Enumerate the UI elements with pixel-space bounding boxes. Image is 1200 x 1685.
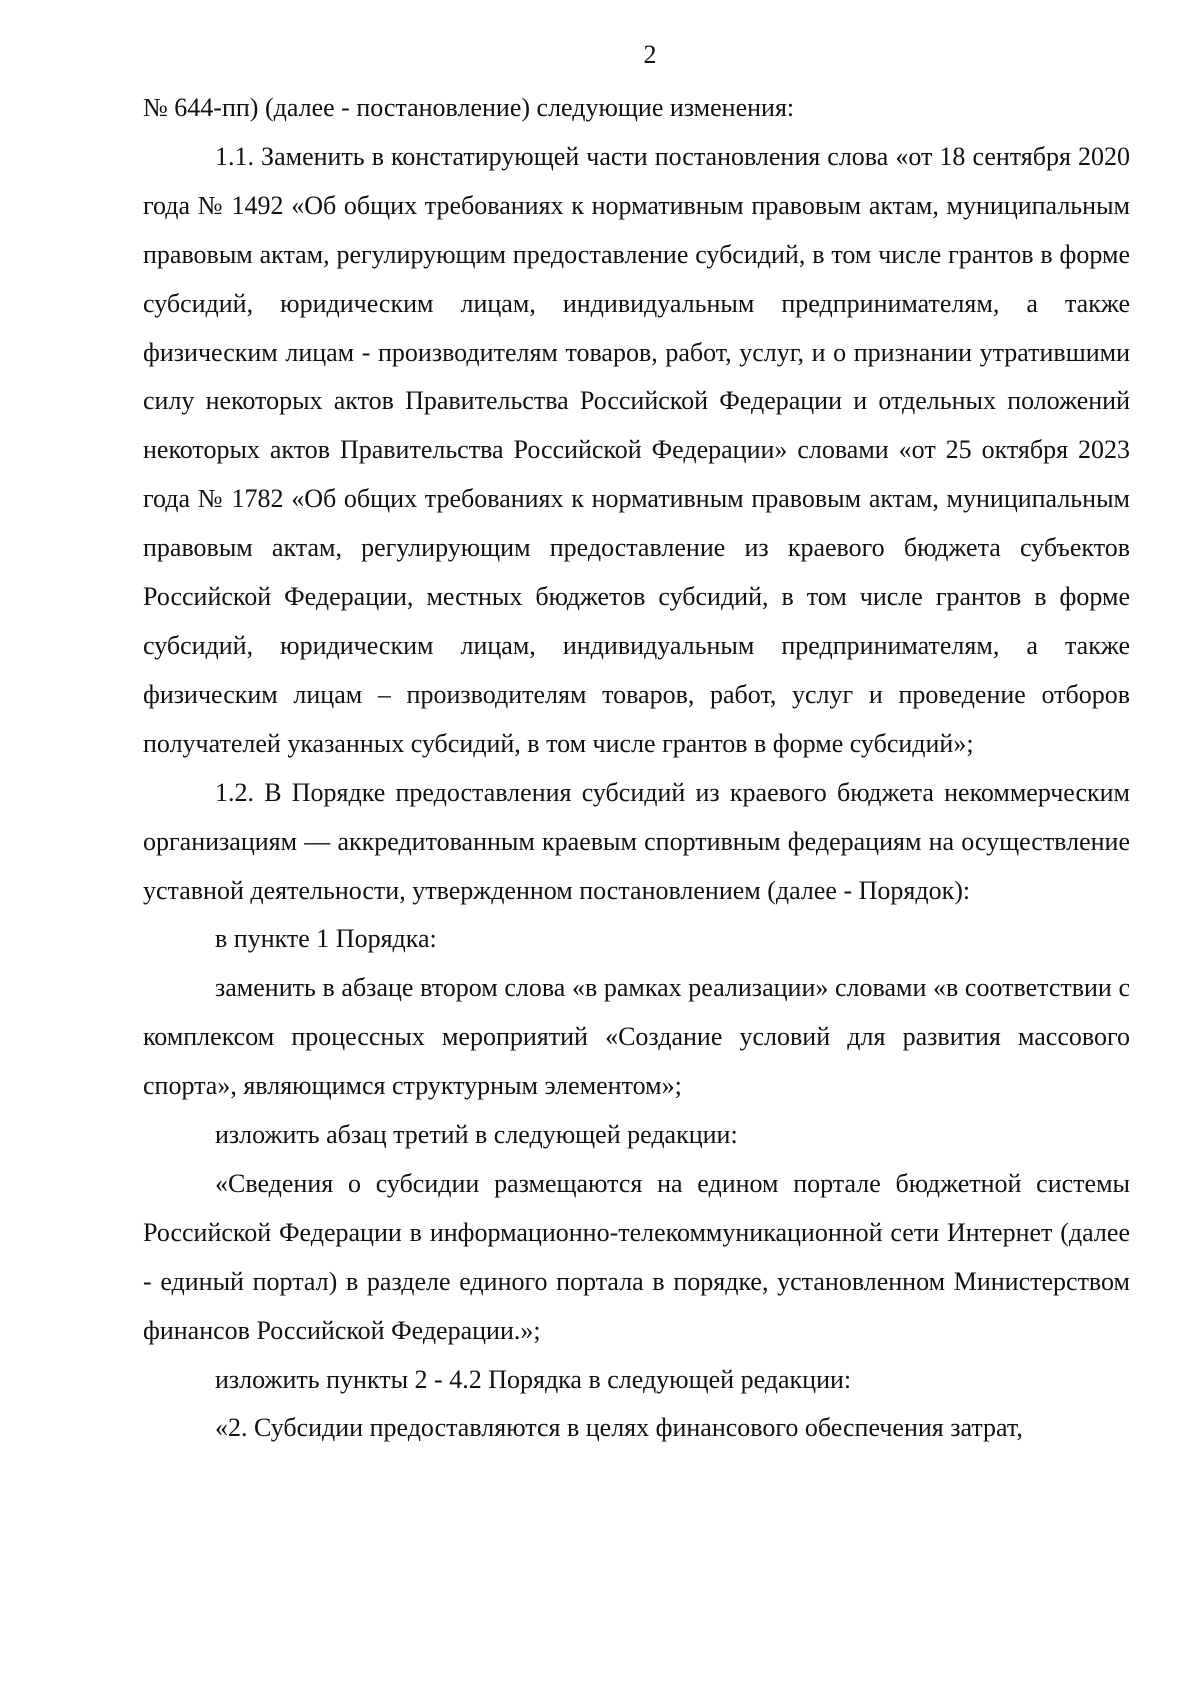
paragraph-replace-second: заменить в абзаце втором слова «в рамках реализации» словами «в соответствии с комплексом процессных мероприятий «Создание условий для развития массового спорта», являющимся структурным элементом»;: [143, 973, 1130, 1101]
page-number: 2: [643, 40, 657, 69]
paragraph-points-2-4: изложить пункты 2 - 4.2 Порядка в следующей редакции:: [215, 1364, 852, 1394]
paragraph-intro: № 644-пп) (далее - постановление) следующие изменения:: [143, 93, 795, 122]
paragraph-point-2: «2. Субсидии предоставляются в целях финансового обеспечения затрат,: [215, 1413, 1023, 1443]
paragraph-1-1: 1.1. Заменить в констатирующей части постановления слова «от 18 сентября 2020 года № 1492 «Об общих требованиях к нормативным правовым актам, муниципальным правовым актам, регулирующим предоставление субсидий, в том числе грантов в форме субсидий, юридическим лицам, индивидуальным предпринимателям, а также физическим лицам - производителям товаров, работ, услуг, и о признании утратившими силу некоторых актов Правительства Российской Федерации и отдельных положений некоторых актов Правительства Российской Федерации» словами «от 25 октября 2023 года № 1782 «Об общих требованиях к нормативным правовым актам, муниципальным правовым актам, регулирующим предоставление из краевого бюджета субъектов Российской Федерации, местных бюджетов субсидий, в том числе грантов в форме субсидий, юридическим лицам, индивидуальным предпринимателям, а также физическим лицам – производителям товаров, работ, услуг и проведение отборов получателей указанных субсидий, в том числе грантов в форме субсидий»;: [143, 141, 1130, 758]
paragraph-point-1: в пункте 1 Порядка:: [215, 924, 437, 954]
paragraph-third-heading: изложить абзац третий в следующей редакции:: [215, 1120, 738, 1150]
paragraph-1-2: 1.2. В Порядке предоставления субсидий из краевого бюджета некоммерческим организациям — аккредитованным краевым спортивным федерациям на осуществление уставной деятельности, утвержденном постановлением (далее - Порядок):: [143, 777, 1130, 905]
paragraph-subsidy-info: «Сведения о субсидии размещаются на едином портале бюджетной системы Российской Федерации в информационно-телекоммуникационной сети Интернет (далее - единый портал) в разделе единого портала в порядке, установленном Министерством финансов Российской Федерации.»;: [143, 1168, 1130, 1345]
document-body: [143, 84, 1130, 1453]
